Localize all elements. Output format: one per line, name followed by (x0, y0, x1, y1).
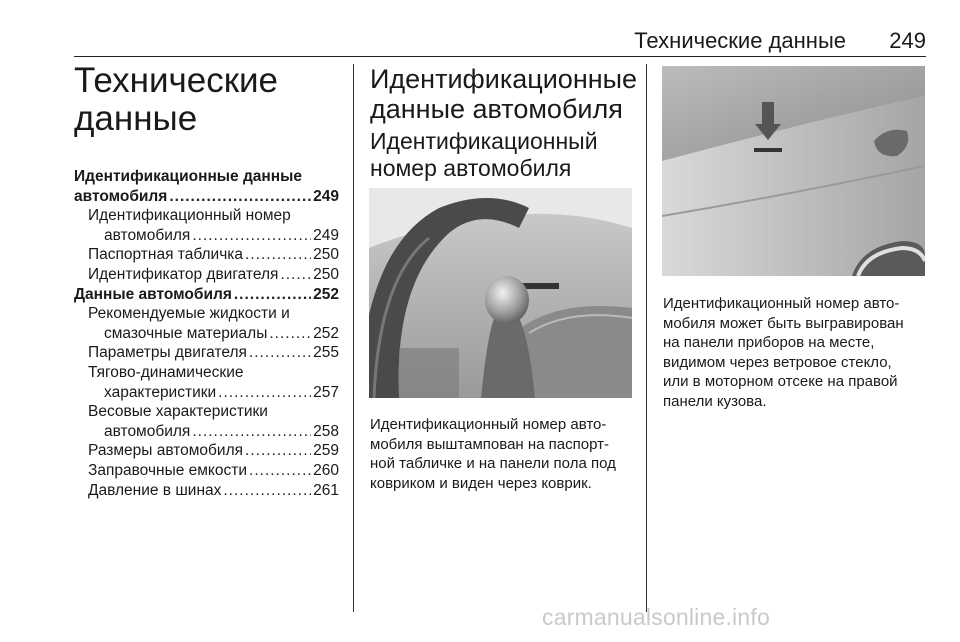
subsection-title-line: номер автомобиля (370, 155, 572, 181)
chapter-title-line: Технические (74, 61, 279, 100)
toc-entry[interactable] (74, 363, 339, 383)
toc-entry-text: Идентификатор двигателя (88, 265, 279, 283)
toc-leader-dots (269, 324, 311, 344)
caption-line: ковриком и виден через коврик. (370, 474, 592, 492)
toc-entry[interactable] (74, 285, 339, 305)
toc-entry[interactable] (74, 402, 339, 422)
toc-leader-dots (192, 226, 311, 246)
vin-windshield-caption (663, 294, 904, 411)
toc-entry[interactable] (74, 167, 339, 187)
section-title-line: данные автомобиля (370, 94, 623, 124)
toc-entry-page: 255 (313, 344, 339, 362)
toc-entry[interactable] (74, 441, 339, 461)
toc-entry-text: автомобиля (104, 226, 191, 244)
toc-entry-page: 250 (313, 246, 339, 264)
caption-line: Идентификационный номер авто- (370, 416, 607, 433)
toc-leader-dots (223, 481, 311, 501)
toc-entry-page: 249 (313, 226, 339, 244)
toc-entry-text: Идентификационный номер (88, 207, 291, 225)
column-divider (353, 64, 354, 612)
toc-leader-dots (218, 383, 311, 403)
caption-line: видимом через ветровое стекло, (663, 353, 892, 371)
caption-line: ной табличке и на панели пола под (370, 455, 616, 472)
caption-line: или в моторном отсеке на правой (663, 373, 898, 390)
toc-entry-text: Давление в шинах (88, 481, 222, 499)
toc-leader-dots (249, 343, 311, 363)
toc-entry[interactable] (74, 461, 339, 481)
toc-entry[interactable] (74, 245, 339, 265)
chapter-title-line: данные (74, 99, 198, 138)
toc-leader-dots (280, 265, 311, 285)
toc-entry-page: 249 (313, 187, 339, 205)
page-number: 249 (889, 28, 926, 53)
interior-floor-photo (369, 188, 632, 398)
toc-entry-text: автомобиля (74, 187, 168, 205)
caption-line: панели кузова. (663, 392, 767, 410)
toc-entry-page: 252 (313, 324, 339, 342)
toc-entry[interactable] (74, 206, 339, 226)
caption-line: на панели приборов на месте, (663, 334, 875, 351)
toc-entry-text: автомобиля (104, 422, 191, 440)
section-title-line: Идентификационные (370, 64, 638, 94)
toc-entry-text: Рекомендуемые жидкости и (88, 305, 290, 323)
column-divider (646, 64, 647, 612)
toc-entry-page: 260 (313, 461, 339, 479)
toc-entry-text: Заправочные емкости (88, 461, 248, 479)
caption-line: Идентификационный номер авто- (663, 295, 900, 312)
toc-entry[interactable] (74, 187, 339, 207)
toc-entry-text: Паспортная табличка (88, 246, 244, 264)
toc-entry[interactable] (74, 324, 339, 344)
toc-entry[interactable] (74, 383, 339, 403)
header-title: Технические данные (634, 28, 846, 53)
toc-entry-page: 257 (313, 383, 339, 401)
toc-leader-dots (192, 422, 311, 442)
toc-entry[interactable] (74, 422, 339, 442)
section-title (370, 64, 640, 124)
toc-entry-page: 259 (313, 442, 339, 460)
toc-entry[interactable] (74, 304, 339, 324)
toc-entry-text: характеристики (104, 383, 217, 401)
toc-entry-page: 250 (313, 265, 339, 283)
toc-entry-page: 261 (313, 481, 339, 499)
toc-entry-text: Весовые характеристики (88, 403, 268, 421)
subsection-title-line: Идентификационный (370, 128, 598, 154)
watermark: carmanualsonline.info (542, 604, 770, 630)
toc-entry-text: Данные автомобиля (74, 285, 232, 303)
table-of-contents (74, 167, 339, 500)
toc-entry-text: смазочные материалы (104, 324, 268, 342)
caption-line: мобиля выштампован на паспорт- (370, 435, 609, 453)
toc-entry-page: 252 (313, 285, 339, 303)
toc-entry[interactable] (74, 265, 339, 285)
toc-entry-page: 258 (313, 422, 339, 440)
chapter-title (74, 62, 344, 138)
subsection-title (370, 128, 640, 182)
toc-entry-text: Тягово-динамические (88, 363, 244, 381)
toc-leader-dots (245, 441, 311, 461)
toc-leader-dots (234, 285, 311, 305)
toc-leader-dots (249, 461, 311, 481)
toc-entry-text: Параметры двигателя (88, 344, 247, 362)
toc-entry-text: Идентификационные данные (74, 168, 303, 185)
toc-entry-text: Размеры автомобиля (88, 442, 244, 460)
toc-entry[interactable] (74, 481, 339, 501)
toc-leader-dots (245, 245, 311, 265)
windshield-vin-photo (662, 66, 925, 276)
page-header (74, 26, 926, 57)
toc-leader-dots (169, 187, 311, 207)
toc-entry[interactable] (74, 343, 339, 363)
vin-floor-caption (370, 415, 616, 493)
toc-entry[interactable] (74, 226, 339, 246)
caption-line: мобиля может быть выгравирован (663, 314, 904, 332)
